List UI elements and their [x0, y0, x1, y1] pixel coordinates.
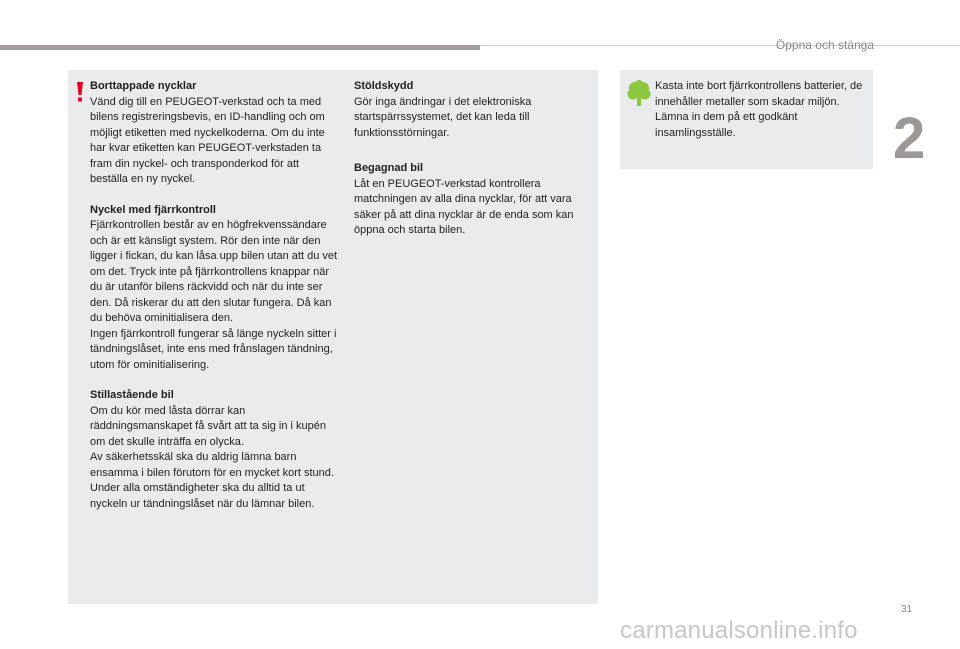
theft-section: [354, 79, 594, 141]
remote-key-text-2: Ingen fjärrkontroll fungerar så länge nyckeln sitter i tändningslåset, inte ens med frånslagen tändning, utom för ominitialisering.: [90, 327, 337, 371]
header-rule-light: [480, 45, 960, 46]
parked-car-text-2: Av säkerhetsskäl ska du aldrig lämna barn ensamma i bilen förutom för en mycket kort stund.: [90, 451, 334, 479]
chapter-number: 2: [893, 106, 926, 171]
parked-car-text-3: Under alla omständigheter ska du alltid ta ut nyckeln ur tändningslåset när du lämnar bilen.: [90, 482, 315, 510]
remote-key-section: [90, 203, 340, 374]
middle-column: [354, 79, 594, 254]
eco-note: [655, 79, 870, 141]
eco-note-text: Kasta inte bort fjärrkontrollens batterier, de innehåller metaller som skadar miljön.: [655, 80, 863, 108]
parked-car-section: [90, 388, 340, 512]
used-car-heading: Begagnad bil: [354, 162, 424, 174]
used-car-text: Låt en PEUGEOT-verkstad kontrollera matchningen av alla dina nycklar, för att vara säker på att dina nycklar är de enda som kan öppna och starta bilen.: [354, 177, 574, 236]
theft-text: Gör inga ändringar i det elektroniska startspärrssystemet, det kan leda till funktionsstörningar.: [354, 95, 532, 139]
parked-car-text: Om du kör med låsta dörrar kan räddningsmanskapet få svårt att ta sig in i kupén om det skulle inträffa en olycka.: [90, 404, 327, 448]
parked-car-heading: Stillastående bil: [90, 389, 174, 401]
lost-keys-section: [90, 79, 340, 188]
lost-keys-text: Vänd dig till en PEUGEOT-verkstad och ta med bilens registreringsbevis, en ID-handling och om möjligt etiketten med nyckelkoderna. Om du inte har kvar etiketten kan PEUGEOT-verkstaden ta fram din nyckel- och transponderkod för att beställa en ny nyckel.: [90, 95, 325, 185]
page-number: 31: [901, 604, 913, 615]
remote-key-heading: Nyckel med fjärrkontroll: [90, 203, 216, 216]
theft-heading: Stöldskydd: [354, 80, 414, 92]
exclamation-icon: [76, 82, 84, 102]
header-rule-dark: [0, 45, 480, 50]
remote-key-text: Fjärrkontrollen består av en högfrekvenssändare och är ett känsligt system. Rör den inte när den ligger i fickan, du kan låsa upp bilen utan att du vet om det. Tryck inte på fjärrkontrollens knappar när du är utanför bilens räckvidd och när du inte ser den. Då riskerar du att den slutar fungera. Då kan du behöva ominitialisera den.: [90, 219, 338, 324]
section-title: Öppna och stänga: [775, 38, 874, 52]
tree-icon: [627, 80, 651, 106]
eco-note-text-2: Lämna in dem på ett godkänt insamlingsställe.: [655, 111, 798, 139]
left-column: [90, 79, 340, 527]
used-car-section: [354, 161, 594, 239]
lost-keys-heading: Borttappade nycklar: [90, 80, 197, 92]
watermark: carmanualsonline.info: [620, 617, 858, 644]
